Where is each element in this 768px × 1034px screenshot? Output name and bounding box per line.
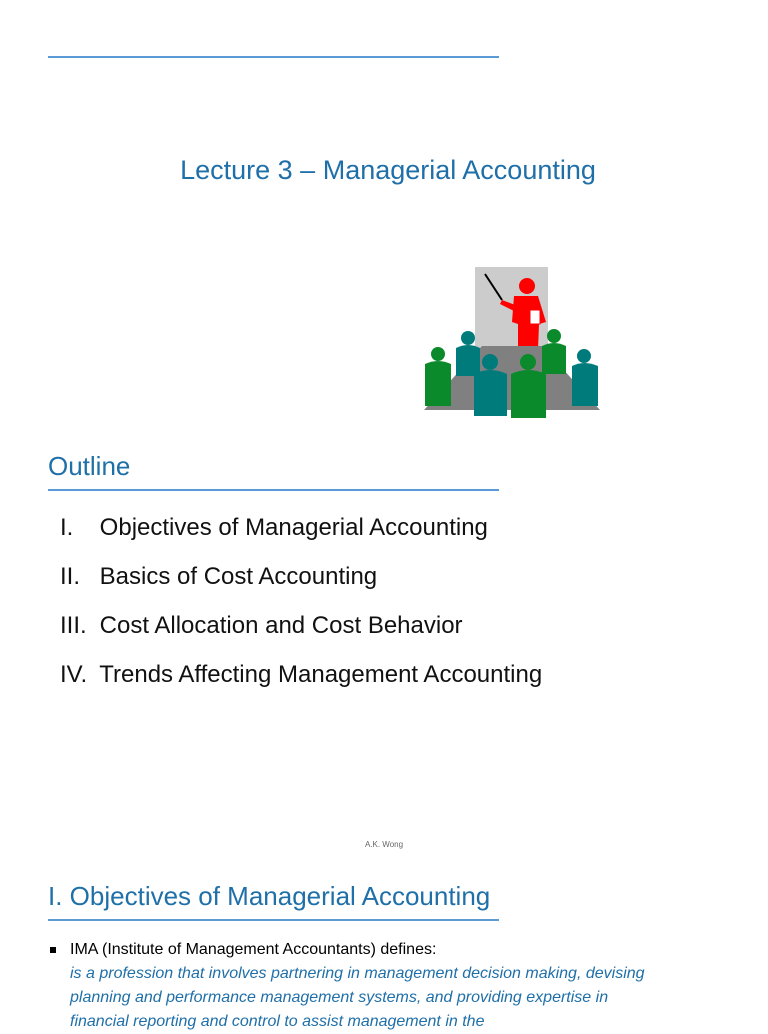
outline-item [60,611,463,641]
top-rule [48,56,499,58]
attendee-body [542,343,566,374]
attendee-head [431,347,445,361]
square-bullet-icon [50,947,56,953]
attendee-head [577,349,591,363]
attendee-body [425,361,451,406]
outline-item [60,660,542,690]
outline-item-number: I. [60,514,74,541]
outline-item [60,513,488,543]
page-title: Lecture 3 – Managerial Accounting [180,155,596,185]
outline-item-label: Objectives of Managerial Accounting [99,514,488,541]
outline-item-number: II. [60,563,81,590]
outline-rule [48,489,499,491]
presentation-meeting-icon [422,266,602,418]
section-heading: I. Objectives of Managerial Accounting [48,881,491,911]
attendee-head [520,354,536,370]
outline-item [60,562,377,592]
bullet-item [48,938,668,1034]
outline-item-label: Basics of Cost Accounting [99,563,378,590]
outline-item-label: Cost Allocation and Cost Behavior [99,612,463,639]
attendee-body [474,370,507,416]
presenter-paper [530,310,540,324]
attendee-head [461,331,475,345]
attendee-body [511,370,546,418]
footer-author: A.K. Wong [364,840,404,849]
attendee-head [482,354,498,370]
definition-text: is a profession that involves partnering in management decision making, devising planning and performance management systems, and providing expertise in financial reporting and control to assist management in the [70,965,645,1030]
attendee-body [572,363,598,406]
presenter-head [519,278,535,294]
outline-item-label: Trends Affecting Management Accounting [99,661,543,688]
section-rule [48,919,499,921]
attendee-head [547,329,561,343]
attendee-body [456,345,480,376]
outline-heading: Outline [48,451,131,481]
outline-item-number: III. [60,612,87,639]
bullet-intro-text: IMA (Institute of Management Accountants) defines: [70,941,437,958]
outline-item-number: IV. [60,661,88,688]
section-body [48,938,668,1034]
